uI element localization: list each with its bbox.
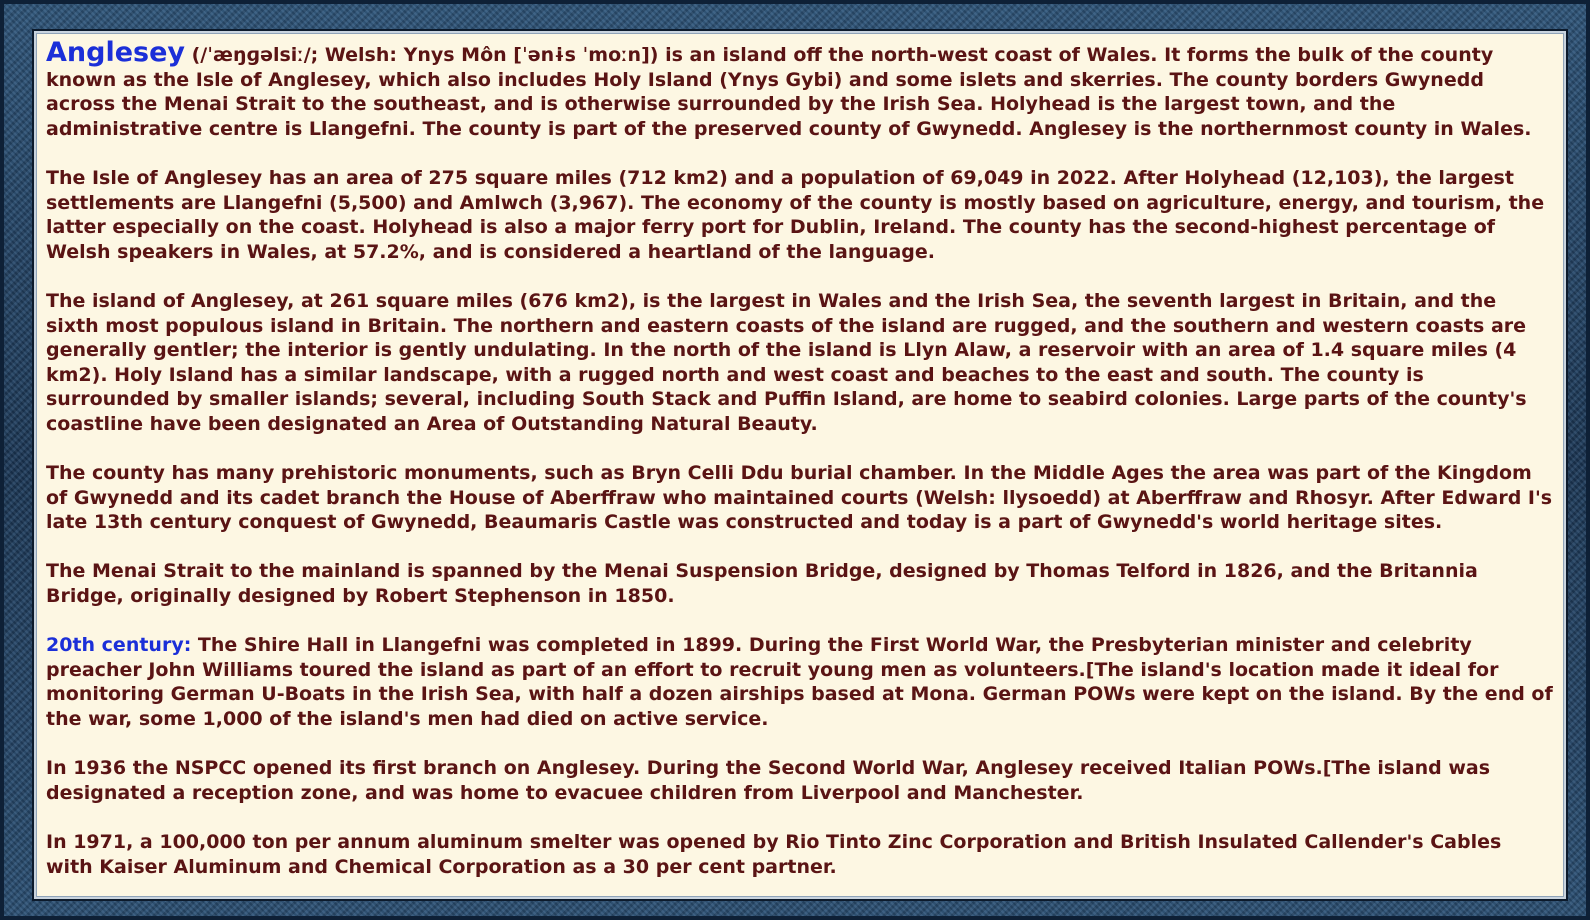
article-body: [46, 37, 1554, 879]
20th-century-text: The Shire Hall in Llangefni was completed in 1899. During the First World War, the Presbyterian minister and celebrity preacher John Williams toured the island as part of an effort to recruit young men as volunteers.[The island's location made it ideal for monitoring German U-Boats in the Irish Sea, with half a dozen airships based at Mona. German POWs were kept on the island. By the end of the war, some 1,000 of the island's men had died on active service.: [46, 634, 1553, 731]
paragraph-1971: In 1971, a 100,000 ton per annum aluminum smelter was opened by Rio Tinto Zinc Corporation and British Insulated Callender's Cables with Kaiser Aluminum and Chemical Corporation as a 30 per cent partner.: [46, 831, 1502, 878]
paragraph-history: The county has many prehistoric monuments, such as Bryn Celli Ddu burial chamber. In the Middle Ages the area was part of the Kingdom of Gwynedd and its cadet branch the House of Aberffraw who maintained courts (Welsh: llysoedd) at Aberffraw and Rhosyr. After Edward I's late 13th century conquest of Gwynedd, Beaumaris Castle was constructed and today is a part of Gwynedd's world heritage sites.: [46, 462, 1553, 534]
paragraph-geography: The island of Anglesey, at 261 square miles (676 km2), is the largest in Wales and the Irish Sea, the seventh largest in Britain, and the sixth most populous island in Britain. The northern and eastern coasts of the island are rugged, and the southern and western coasts are generally gentler; the interior is gently undulating. In the north of the island is Llyn Alaw, a reservoir with an area of 1.4 square miles (4 km2). Holy Island has a similar landscape, with a rugged north and west coast and beaches to the east and south. The county is surrounded by smaller islands; several, including South Stack and Puffin Island, are home to seabird colonies. Large parts of the county's coastline have been designated an Area of Outstanding Natural Beauty.: [46, 289, 1527, 435]
section-lead-label: 20th century:: [46, 634, 192, 657]
text-panel: [34, 31, 1566, 899]
paragraph-20th-century: [46, 633, 1554, 731]
article-title: Anglesey: [46, 37, 185, 68]
paragraph-intro: [46, 37, 1554, 141]
intro-text: (/ˈæŋɡəlsiː/; Welsh: Ynys Môn [ˈənɨs ˈmoːn]) is an island off the north-west coast of Wales. It forms the bulk of the county known as the Isle of Anglesey, which also includes Holy Island (Ynys Gybi) and some islets and skerries. The county borders Gwynedd across the Menai Strait to the southeast, and is otherwise surrounded by the Irish Sea. Holyhead is the largest town, and the administrative centre is Llangefni. The county is part of the preserved county of Gwynedd. Anglesey is the northernmost county in Wales.: [46, 44, 1532, 140]
paragraph-demographics: The Isle of Anglesey has an area of 275 square miles (712 km2) and a population of 69,049 in 2022. After Holyhead (12,103), the largest settlements are Llangefni (5,500) and Amlwch (3,967). The economy of the county is mostly based on agriculture, energy, and tourism, the latter especially on the coast. Holyhead is also a major ferry port for Dublin, Ireland. The county has the second-highest percentage of Welsh speakers in Wales, at 57.2%, and is considered a heartland of the language.: [46, 166, 1545, 263]
paragraph-1936: In 1936 the NSPCC opened its first branch on Anglesey. During the Second World War, Anglesey received Italian POWs.[The island was designated a reception zone, and was home to evacuee children from Liverpool and Manchester.: [46, 757, 1490, 804]
paragraph-bridges: The Menai Strait to the mainland is spanned by the Menai Suspension Bridge, designed by Thomas Telford in 1826, and the Britannia Bridge, originally designed by Robert Stephenson in 1850.: [46, 560, 1478, 608]
